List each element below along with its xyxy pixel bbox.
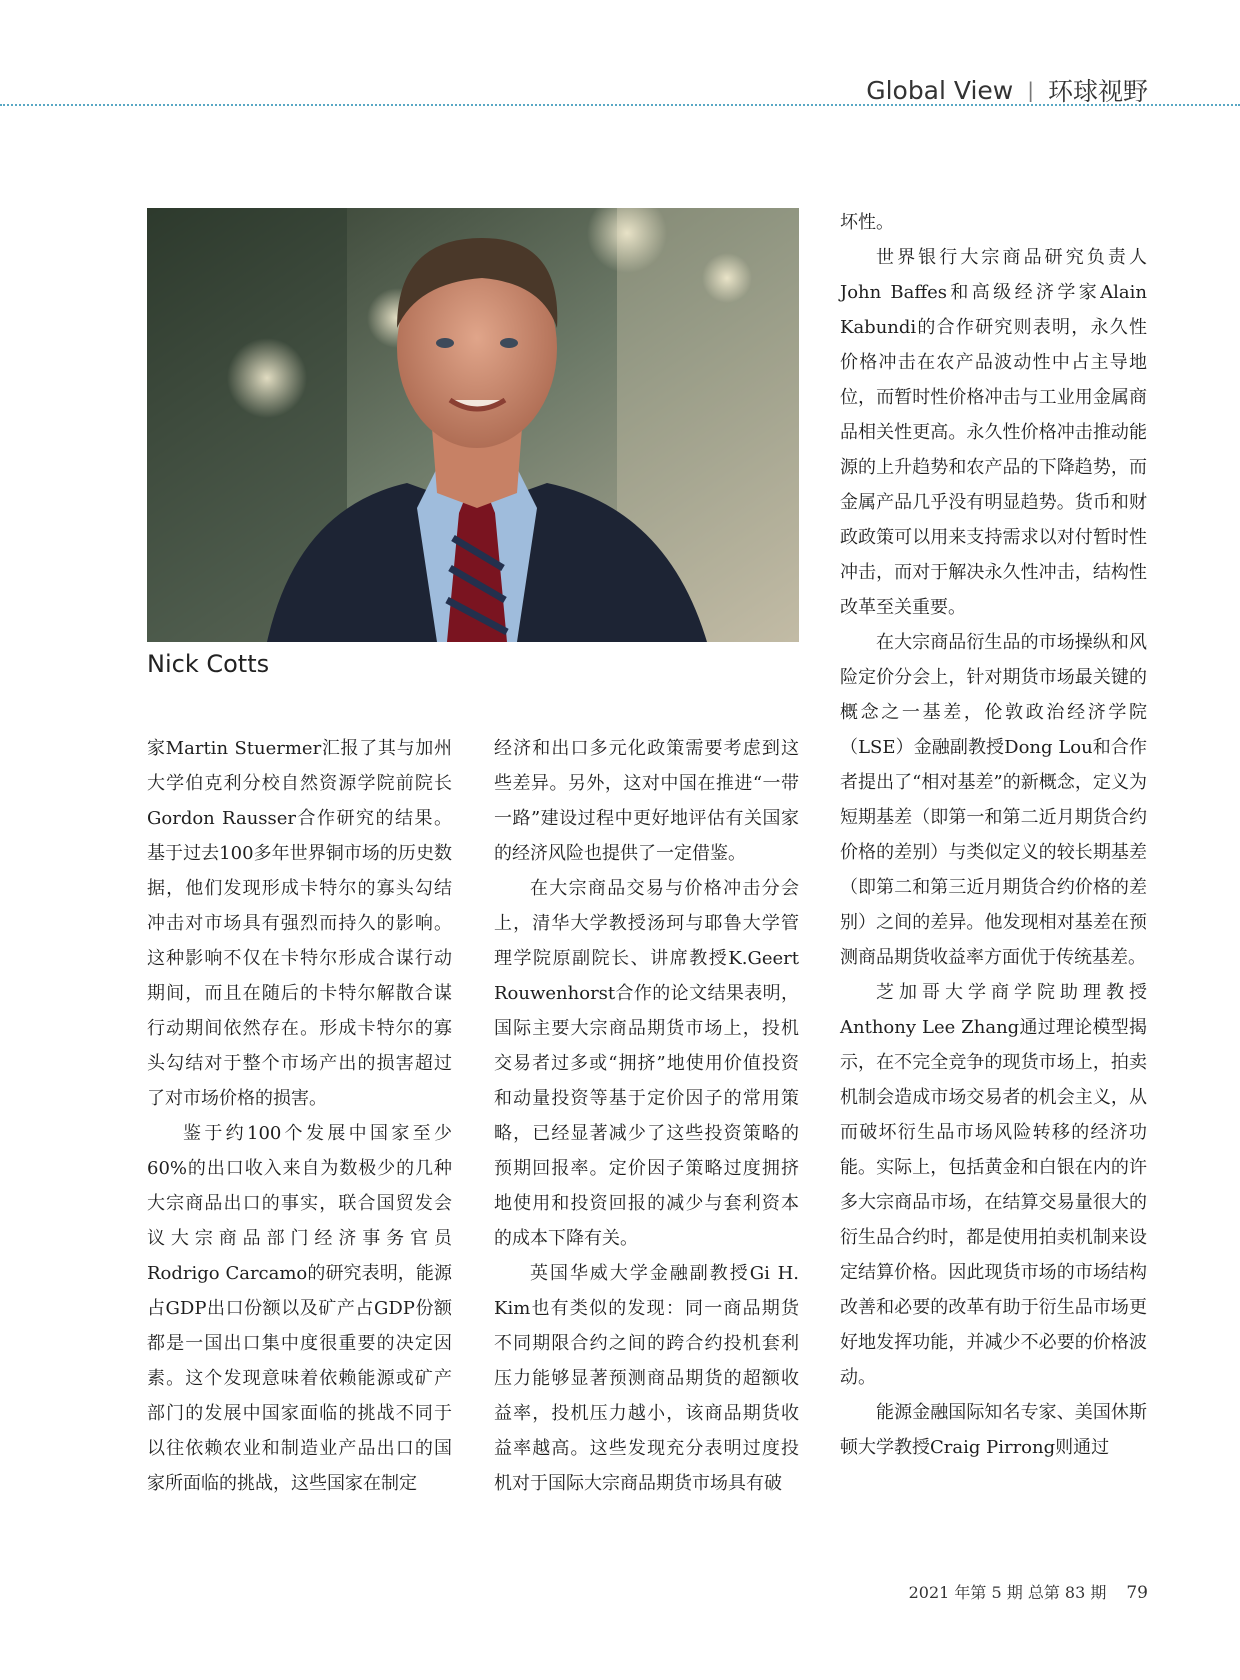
paragraph: 芝加哥大学商学院助理教授Anthony Lee Zhang通过理论模型揭示，在不完全竞争的现货市场上，拍卖机制会造成市场交易者的机会主义，从而破坏衍生品市场风险转移的经济功能。实际上，包括黄金和白银在内的许多大宗商品市场，在结算交易量很大的衍生品合约时，都是使用拍卖机制来设定结算价格。因此现货市场的市场结构改善和必要的改革有助于衍生品市场更好地发挥功能，并减少不必要的价格波动。: [840, 982, 1147, 1388]
paragraph: 家Martin Stuermer汇报了其与加州大学伯克利分校自然资源学院前院长Gordon Rausser合作研究的结果。基于过去100多年世界铜市场的历史数据，他们发现形成卡特尔的寡头勾结冲击对市场具有强烈而持久的影响。这种影响不仅在卡特尔形成合谋行动期间，而且在随后的卡特尔解散合谋行动期间依然存在。形成卡特尔的寡头勾结对于整个市场产出的损害超过了对市场价格的损害。: [147, 738, 452, 1109]
paragraph: 世界银行大宗商品研究负责人John Baffes和高级经济学家Alain Kabundi的合作研究则表明，永久性价格冲击在农产品波动性中占主导地位，而暂时性价格冲击与工业用金属商品相关性更高。永久性价格冲击推动能源的上升趋势和农产品的下降趋势，而金属产品几乎没有明显趋势。货币和财政政策可以用来支持需求以对付暂时性冲击，而对于解决永久性冲击，结构性改革至关重要。: [840, 247, 1147, 618]
section-title-cn: 环球视野: [1047, 77, 1148, 106]
paragraph: 在大宗商品交易与价格冲击分会上，清华大学教授汤珂与耶鲁大学管理学院原副院长、讲席教授K.Geert Rouwenhorst合作的论文结果表明，国际主要大宗商品期货市场上，投机交易者过多或“拥挤”地使用价值投资和动量投资等基于定价因子的常用策略，已经显著减少了这些投资策略的预期回报率。定价因子策略过度拥挤地使用和投资回报的减少与套利资本的成本下降有关。: [494, 878, 799, 1249]
header-divider: [0, 104, 1240, 106]
header-separator: |: [1027, 78, 1034, 102]
photo-caption: Nick Cotts: [147, 650, 270, 678]
paragraph: 经济和出口多元化政策需要考虑到这些差异。另外，这对中国在推进“一带一路”建设过程中更好地评估有关国家的经济风险也提供了一定借鉴。: [494, 738, 799, 864]
portrait-photo: [147, 208, 799, 642]
section-title-en: Global View: [866, 75, 1014, 105]
text-column-2: [494, 731, 799, 1501]
issue-info: 2021 年第 5 期 总第 83 期: [908, 1583, 1107, 1602]
page-number: 79: [1126, 1583, 1148, 1603]
text-column-3: [840, 205, 1147, 1465]
paragraph: 英国华威大学金融副教授Gi H. Kim也有类似的发现：同一商品期货不同期限合约之间的跨合约投机套利压力能够显著预测商品期货的超额收益率，投机压力越小，该商品期货收益率越高。这些发现充分表明过度投机对于国际大宗商品期货市场具有破: [494, 1263, 799, 1494]
text-column-1: [147, 731, 452, 1501]
paragraph: 在大宗商品衍生品的市场操纵和风险定价分会上，针对期货市场最关键的概念之一基差，伦敦政治经济学院（LSE）金融副教授Dong Lou和合作者提出了“相对基差”的新概念，定义为短期基差（即第一和第二近月期货合约价格的差别）与类似定义的较长期基差（即第二和第三近月期货合约价格的差别）之间的差异。他发现相对基差在预测商品期货收益率方面优于传统基差。: [840, 632, 1147, 968]
paragraph: 鉴于约100个发展中国家至少60%的出口收入来自为数极少的几种大宗商品出口的事实，联合国贸发会议大宗商品部门经济事务官员Rodrigo Carcamo的研究表明，能源占GDP出口份额以及矿产占GDP份额都是一国出口集中度很重要的决定因素。这个发现意味着依赖能源或矿产部门的发展中国家面临的挑战不同于以往依赖农业和制造业产品出口的国家所面临的挑战，这些国家在制定: [147, 1123, 452, 1494]
page-footer: [909, 1580, 1148, 1603]
paragraph: 坏性。: [840, 212, 894, 233]
paragraph: 能源金融国际知名专家、美国休斯顿大学教授Craig Pirrong则通过: [840, 1402, 1147, 1458]
